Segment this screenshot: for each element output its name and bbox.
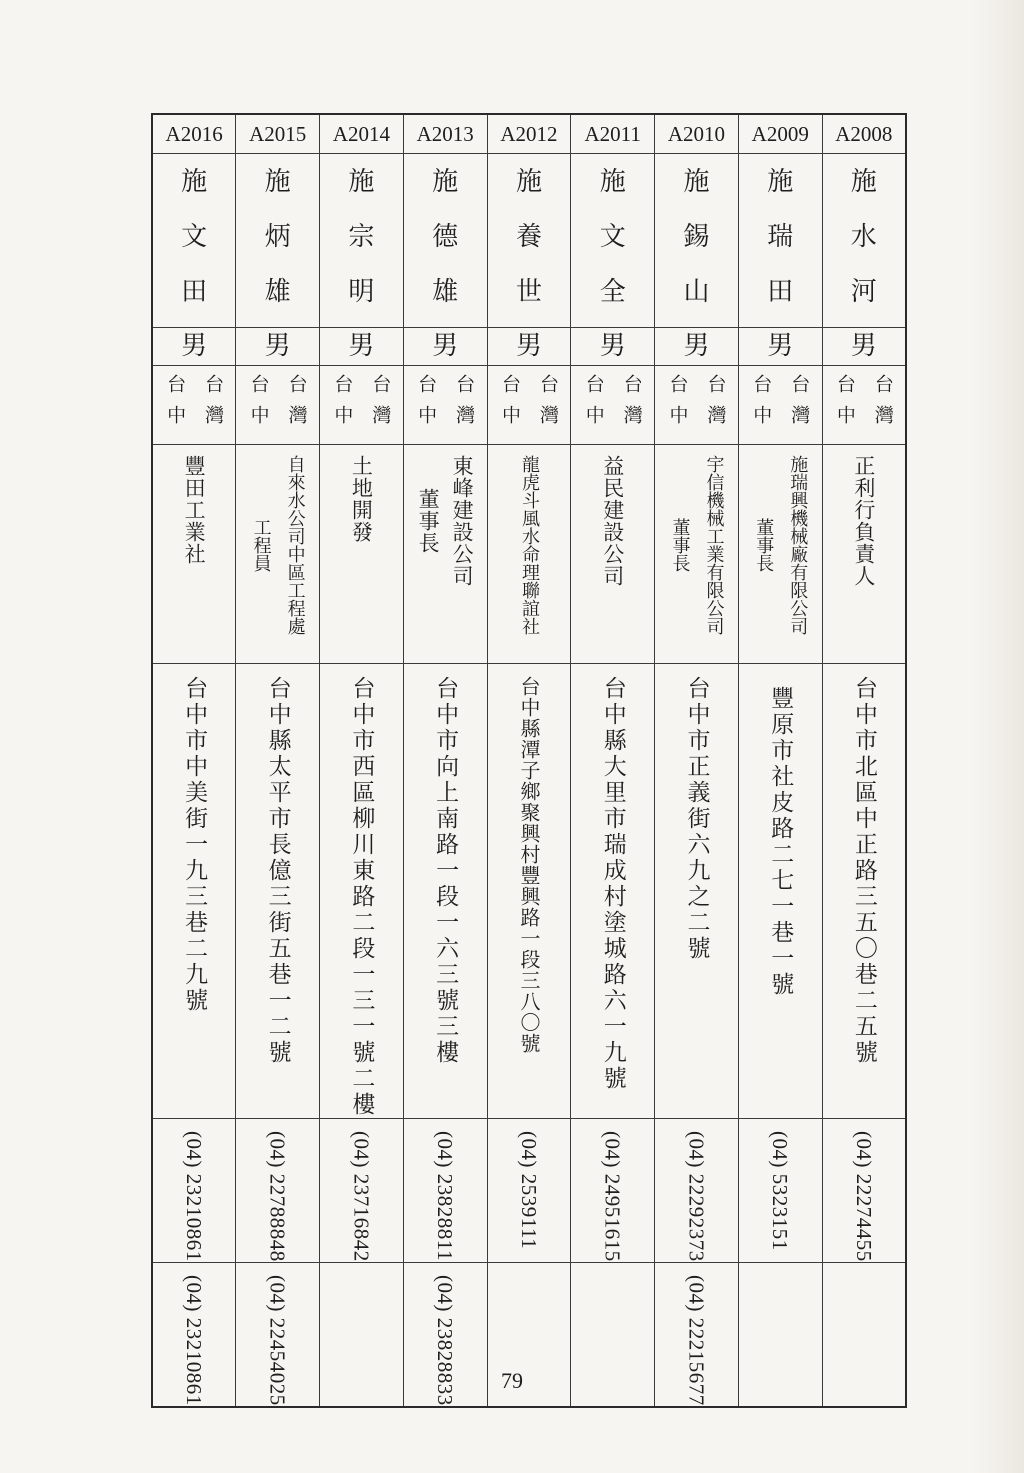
member-birthplace bbox=[739, 366, 822, 436]
name-char: 田 bbox=[767, 277, 794, 307]
birth-char: 台 bbox=[620, 374, 643, 405]
occupation-line: 益民建設公司 bbox=[600, 455, 625, 587]
name-char: 施 bbox=[599, 167, 626, 197]
name-char: 施 bbox=[515, 167, 542, 197]
row-sex bbox=[152, 328, 906, 366]
birth-char: 中 bbox=[415, 405, 438, 436]
birthplace-line bbox=[496, 374, 524, 436]
name-char: 世 bbox=[515, 277, 542, 307]
birth-char: 灣 bbox=[285, 405, 308, 436]
member-sex: 男 bbox=[515, 331, 542, 361]
occupation-line: 東峰建設公司 bbox=[450, 455, 475, 587]
member-address: 台中市中美街一九三巷二九號 bbox=[181, 676, 208, 1014]
birth-char: 台 bbox=[498, 374, 521, 405]
member-sex: 男 bbox=[767, 331, 794, 361]
phone-number: (04) 23828833 bbox=[433, 1274, 458, 1406]
birth-char: 灣 bbox=[202, 405, 225, 436]
occupation-line: 豐田工業社 bbox=[182, 455, 207, 565]
member-occupation bbox=[488, 445, 571, 635]
member-sex: 男 bbox=[599, 331, 626, 361]
birth-char: 中 bbox=[582, 405, 605, 436]
occupation-line: 施瑞興機械廠有限公司 bbox=[787, 455, 809, 635]
birthplace-line bbox=[663, 374, 691, 436]
member-id: A2012 bbox=[500, 122, 558, 146]
name-char: 瑞 bbox=[767, 222, 794, 252]
birth-char: 台 bbox=[788, 374, 811, 405]
birth-char: 台 bbox=[453, 374, 476, 405]
member-id: A2013 bbox=[416, 122, 474, 146]
member-id: A2009 bbox=[751, 122, 809, 146]
member-name bbox=[739, 154, 822, 327]
name-char: 施 bbox=[348, 167, 375, 197]
member-address: 豐原市社皮路二七一巷一號 bbox=[767, 686, 794, 998]
row-member-name bbox=[152, 154, 906, 328]
member-roster-table bbox=[151, 113, 907, 1408]
birthplace-line bbox=[831, 374, 859, 436]
birth-char: 台 bbox=[582, 374, 605, 405]
occupation-line: 宇信機械工業有限公司 bbox=[703, 455, 725, 635]
member-phone bbox=[320, 1119, 403, 1262]
birth-char: 台 bbox=[285, 374, 308, 405]
name-char: 雄 bbox=[432, 277, 459, 307]
member-sex: 男 bbox=[264, 331, 291, 361]
name-char: 明 bbox=[348, 277, 375, 307]
birth-char: 台 bbox=[750, 374, 773, 405]
occupation-line: 董事長 bbox=[753, 518, 775, 572]
birthplace-line bbox=[747, 374, 775, 436]
member-phone bbox=[488, 1119, 571, 1249]
member-name bbox=[655, 154, 738, 327]
occupation-line: 工程員 bbox=[250, 518, 272, 572]
member-occupation bbox=[823, 445, 905, 587]
birthplace-line bbox=[618, 374, 646, 436]
row-phone-1 bbox=[152, 1119, 906, 1263]
name-char: 施 bbox=[767, 167, 794, 197]
birthplace-line bbox=[785, 374, 813, 436]
phone-number: (04) 22215677 bbox=[684, 1274, 709, 1406]
name-char: 田 bbox=[181, 277, 208, 307]
member-birthplace bbox=[153, 366, 235, 436]
member-phone-2 bbox=[320, 1263, 403, 1275]
birth-char: 灣 bbox=[453, 405, 476, 436]
member-birthplace bbox=[320, 366, 403, 436]
birth-char: 台 bbox=[164, 374, 187, 405]
birthplace-line bbox=[869, 374, 897, 436]
birthplace-line bbox=[412, 374, 440, 436]
member-address: 台中市北區中正路三五〇巷二五號 bbox=[850, 676, 877, 1066]
phone-number: (04) 2539111 bbox=[516, 1131, 541, 1250]
name-char: 山 bbox=[683, 277, 710, 307]
member-sex: 男 bbox=[432, 331, 459, 361]
member-occupation bbox=[739, 445, 822, 635]
name-char: 施 bbox=[264, 167, 291, 197]
member-phone bbox=[404, 1119, 487, 1261]
birthplace-line bbox=[328, 374, 356, 436]
birth-char: 台 bbox=[247, 374, 270, 405]
phone-number: (04) 23210861 bbox=[182, 1131, 207, 1262]
birthplace-line bbox=[450, 374, 478, 436]
member-name bbox=[153, 154, 235, 327]
occupation-line: 土地開發 bbox=[349, 455, 374, 543]
birthplace-line bbox=[245, 374, 273, 436]
member-occupation bbox=[655, 445, 738, 635]
member-phone-2 bbox=[739, 1263, 822, 1275]
phone-number: (04) 23210861 bbox=[182, 1274, 207, 1406]
member-phone bbox=[153, 1119, 235, 1262]
birth-char: 台 bbox=[415, 374, 438, 405]
phone-number: (04) 22788848 bbox=[265, 1131, 290, 1262]
birth-char: 中 bbox=[164, 405, 187, 436]
member-phone bbox=[655, 1119, 738, 1262]
birth-char: 台 bbox=[202, 374, 225, 405]
name-char: 養 bbox=[515, 222, 542, 252]
occupation-line: 正利行負責人 bbox=[851, 455, 876, 587]
member-occupation bbox=[236, 445, 319, 635]
member-birthplace bbox=[823, 366, 905, 436]
member-sex: 男 bbox=[348, 331, 375, 361]
page-number: 79 bbox=[501, 1368, 523, 1393]
name-char: 全 bbox=[599, 277, 626, 307]
birth-char: 中 bbox=[666, 405, 689, 436]
name-char: 施 bbox=[850, 167, 877, 197]
member-name bbox=[823, 154, 905, 327]
member-phone bbox=[236, 1119, 319, 1262]
member-birthplace bbox=[655, 366, 738, 436]
member-occupation bbox=[153, 445, 235, 565]
birth-char: 灣 bbox=[788, 405, 811, 436]
member-id: A2014 bbox=[332, 122, 390, 146]
name-char: 施 bbox=[683, 167, 710, 197]
phone-number: (04) 22292373 bbox=[684, 1131, 709, 1262]
phone-number: (04) 23828811 bbox=[433, 1131, 458, 1261]
member-birthplace bbox=[571, 366, 654, 436]
name-char: 河 bbox=[850, 277, 877, 307]
birthplace-line bbox=[580, 374, 608, 436]
member-name bbox=[404, 154, 487, 327]
birth-char: 中 bbox=[498, 405, 521, 436]
birth-char: 台 bbox=[704, 374, 727, 405]
member-id: A2015 bbox=[249, 122, 307, 146]
member-birthplace bbox=[488, 366, 571, 436]
member-address: 台中縣潭子鄉聚興村豐興路一段三八〇號 bbox=[516, 676, 541, 1054]
member-id: A2016 bbox=[165, 122, 223, 146]
member-address: 台中縣大里市瑞成村塗城路六一九號 bbox=[599, 676, 626, 1092]
name-char: 宗 bbox=[348, 222, 375, 252]
member-name bbox=[488, 154, 571, 327]
name-char: 德 bbox=[432, 222, 459, 252]
name-char: 文 bbox=[599, 222, 626, 252]
birth-char: 台 bbox=[536, 374, 559, 405]
name-char: 施 bbox=[432, 167, 459, 197]
birth-char: 灣 bbox=[620, 405, 643, 436]
name-char: 水 bbox=[850, 222, 877, 252]
member-sex: 男 bbox=[181, 331, 208, 361]
member-occupation bbox=[320, 445, 403, 543]
name-char: 炳 bbox=[264, 222, 291, 252]
row-occupation bbox=[152, 445, 906, 664]
row-birthplace bbox=[152, 366, 906, 445]
phone-number: (04) 22274455 bbox=[851, 1131, 876, 1262]
birth-char: 灣 bbox=[369, 405, 392, 436]
member-id: A2011 bbox=[584, 122, 641, 146]
page-edge-shadow bbox=[972, 0, 1024, 1473]
name-char: 雄 bbox=[264, 277, 291, 307]
phone-number: (04) 23716842 bbox=[349, 1131, 374, 1262]
occupation-line: 董事長 bbox=[416, 488, 441, 554]
birthplace-line bbox=[366, 374, 394, 436]
member-sex: 男 bbox=[683, 331, 710, 361]
member-address: 台中市西區柳川東路二段一三一號二樓 bbox=[348, 676, 375, 1118]
birth-char: 中 bbox=[833, 405, 856, 436]
member-phone-2 bbox=[823, 1263, 905, 1275]
member-phone bbox=[571, 1119, 654, 1262]
member-occupation bbox=[404, 445, 487, 587]
birth-char: 台 bbox=[871, 374, 894, 405]
birth-char: 台 bbox=[666, 374, 689, 405]
member-id: A2010 bbox=[667, 122, 726, 146]
member-sex: 男 bbox=[850, 331, 877, 361]
birthplace-line bbox=[701, 374, 729, 436]
row-member-id bbox=[152, 114, 906, 154]
phone-number: (04) 5323151 bbox=[768, 1131, 793, 1251]
phone-number: (04) 22454025 bbox=[265, 1274, 290, 1406]
member-id: A2008 bbox=[835, 122, 893, 146]
birth-char: 台 bbox=[833, 374, 856, 405]
member-phone bbox=[823, 1119, 905, 1262]
birth-char: 中 bbox=[247, 405, 270, 436]
birth-char: 中 bbox=[750, 405, 773, 436]
occupation-line: 董事長 bbox=[669, 518, 691, 572]
member-name bbox=[236, 154, 319, 327]
member-address: 台中縣太平市長億三街五巷一二號 bbox=[264, 676, 291, 1066]
name-char: 文 bbox=[181, 222, 208, 252]
birth-char: 台 bbox=[331, 374, 354, 405]
member-name bbox=[571, 154, 654, 327]
birth-char: 台 bbox=[369, 374, 392, 405]
birth-char: 灣 bbox=[536, 405, 559, 436]
member-birthplace bbox=[404, 366, 487, 436]
birthplace-line bbox=[534, 374, 562, 436]
member-phone-2 bbox=[488, 1263, 571, 1275]
birthplace-line bbox=[199, 374, 227, 436]
member-address: 台中市正義街六九之二號 bbox=[683, 676, 710, 962]
member-address: 台中市向上南路一段一六三號三樓 bbox=[432, 676, 459, 1066]
birth-char: 灣 bbox=[704, 405, 727, 436]
birth-char: 中 bbox=[331, 405, 354, 436]
member-phone bbox=[739, 1119, 822, 1251]
member-phone-2 bbox=[571, 1263, 654, 1275]
name-char: 施 bbox=[181, 167, 208, 197]
row-address bbox=[152, 664, 906, 1119]
phone-number: (04) 24951615 bbox=[600, 1131, 625, 1262]
occupation-line: 自來水公司中區工程處 bbox=[284, 455, 306, 635]
occupation-line: 龍虎斗風水命理聯誼社 bbox=[518, 455, 540, 635]
member-occupation bbox=[571, 445, 654, 587]
birthplace-line bbox=[161, 374, 189, 436]
birth-char: 灣 bbox=[871, 405, 894, 436]
birthplace-line bbox=[283, 374, 311, 436]
member-name bbox=[320, 154, 403, 327]
member-birthplace bbox=[236, 366, 319, 436]
name-char: 錫 bbox=[683, 222, 710, 252]
